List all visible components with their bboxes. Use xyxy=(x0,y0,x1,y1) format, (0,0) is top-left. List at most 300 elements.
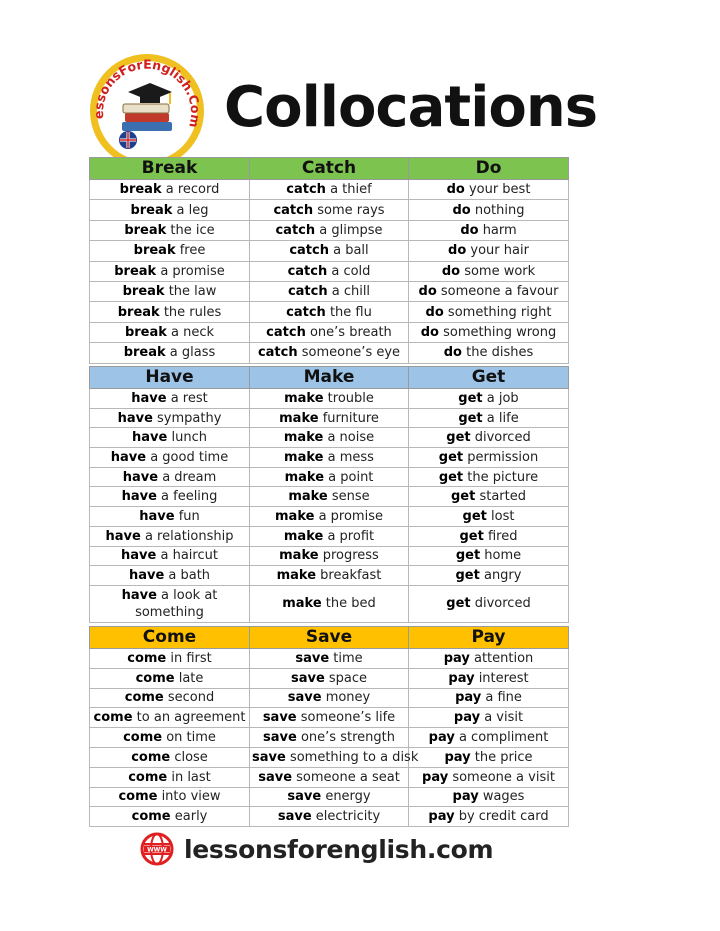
collocation-phrase: the price xyxy=(470,749,533,765)
logo-badge xyxy=(88,52,206,170)
table-cell xyxy=(409,747,569,767)
table-cell xyxy=(250,507,409,527)
collocation-verb: make xyxy=(284,390,324,406)
table-cell xyxy=(90,526,250,546)
collocation-phrase: free xyxy=(175,243,206,259)
collocation-verb: have xyxy=(121,489,157,505)
collocation-verb: do xyxy=(443,345,462,361)
collocation-verb: break xyxy=(130,202,173,218)
table-row xyxy=(90,787,569,807)
collocation-phrase: the dishes xyxy=(462,345,534,361)
collocation-phrase: sympathy xyxy=(152,410,222,426)
collocation-phrase: trouble xyxy=(323,390,374,406)
collocation-phrase: a haircut xyxy=(156,548,218,564)
table-cell xyxy=(250,302,409,322)
table-row xyxy=(90,302,569,322)
collocation-phrase: the law xyxy=(164,284,217,300)
collocation-phrase: someone’s eye xyxy=(297,345,401,361)
table-cell xyxy=(90,241,250,261)
collocation-verb: come xyxy=(123,730,163,746)
collocation-verb: have xyxy=(121,587,157,603)
table-row xyxy=(90,281,569,301)
table-cell xyxy=(90,649,250,669)
collocation-verb: have xyxy=(117,410,153,426)
collocation-verb: save xyxy=(295,650,330,666)
table-row xyxy=(90,487,569,507)
column-header: Make xyxy=(250,367,409,389)
column-header: Pay xyxy=(409,627,569,649)
column-header: Do xyxy=(409,158,569,180)
table-cell xyxy=(250,241,409,261)
collocation-phrase: someone’s life xyxy=(296,710,396,726)
table-row xyxy=(90,526,569,546)
collocation-phrase: something to a disk xyxy=(285,749,419,765)
table-cell xyxy=(90,448,250,468)
collocation-verb: save xyxy=(262,710,297,726)
collocation-phrase: your hair xyxy=(466,243,529,259)
collocation-phrase: breakfast xyxy=(316,568,382,584)
collocation-phrase: a dream xyxy=(158,469,217,485)
collocation-phrase: one’s breath xyxy=(305,324,392,340)
collocation-phrase: a mess xyxy=(323,449,374,465)
collocation-phrase: a ball xyxy=(328,243,369,259)
collocation-verb: break xyxy=(133,243,176,259)
collocation-verb: get xyxy=(455,548,481,564)
collocation-verb: pay xyxy=(455,690,482,706)
collocation-verb: have xyxy=(105,528,141,544)
collocation-verb: pay xyxy=(452,789,479,805)
collocation-phrase: fired xyxy=(483,528,518,544)
collocation-phrase: a neck xyxy=(166,324,215,340)
table-cell xyxy=(409,200,569,220)
table-row xyxy=(90,747,569,767)
table-cell xyxy=(250,807,409,827)
collocation-verb: save xyxy=(252,749,286,765)
table-cell xyxy=(90,668,250,688)
column-header: Catch xyxy=(250,158,409,180)
collocation-verb: have xyxy=(122,469,159,485)
table-row xyxy=(90,389,569,409)
collocation-verb: come xyxy=(128,769,168,785)
collocation-phrase: home xyxy=(480,548,522,564)
collocation-phrase: a record xyxy=(161,182,220,198)
table-cell xyxy=(90,389,250,409)
table-cell xyxy=(250,688,409,708)
collocation-verb: get xyxy=(446,430,471,446)
collocation-verb: get xyxy=(438,449,464,465)
collocation-verb: break xyxy=(124,222,167,238)
collocation-phrase: permission xyxy=(463,449,539,465)
collocation-verb: pay xyxy=(448,670,475,686)
table-header-row xyxy=(90,627,569,649)
collocation-verb: do xyxy=(425,304,444,320)
collocation-verb: get xyxy=(450,489,476,505)
table-cell xyxy=(250,408,409,428)
table-cell xyxy=(90,546,250,566)
collocation-verb: come xyxy=(124,690,164,706)
collocation-verb: make xyxy=(288,489,328,505)
collocation-table-break-catch-do xyxy=(89,157,569,364)
collocation-phrase: someone a seat xyxy=(292,769,400,785)
collocation-verb: make xyxy=(279,410,319,426)
collocation-verb: make xyxy=(275,508,315,524)
table-cell xyxy=(409,767,569,787)
collocation-phrase: by credit card xyxy=(454,809,549,825)
table-header-row xyxy=(90,158,569,180)
table-cell xyxy=(250,585,409,622)
table-cell xyxy=(409,585,569,622)
table-cell xyxy=(409,261,569,281)
table-cell xyxy=(90,322,250,342)
column-header: Save xyxy=(250,627,409,649)
collocation-phrase: a profit xyxy=(323,528,375,544)
collocation-phrase: a job xyxy=(482,390,519,406)
collocation-verb: pay xyxy=(453,710,481,726)
collocation-verb: catch xyxy=(287,284,328,300)
collocation-phrase: a bath xyxy=(164,568,211,584)
collocation-verb: make xyxy=(283,430,324,446)
table-cell xyxy=(409,507,569,527)
collocation-verb: save xyxy=(277,809,312,825)
table-cell xyxy=(409,487,569,507)
table-cell xyxy=(250,767,409,787)
table-cell xyxy=(409,807,569,827)
collocation-phrase: a chill xyxy=(327,284,371,300)
table-cell xyxy=(90,807,250,827)
table-cell xyxy=(250,448,409,468)
collocation-phrase: energy xyxy=(321,789,371,805)
table-cell xyxy=(250,747,419,767)
collocation-phrase: progress xyxy=(318,548,379,564)
table-cell xyxy=(90,408,250,428)
table-row xyxy=(90,200,569,220)
column-header: Get xyxy=(409,367,569,389)
table-cell xyxy=(90,747,250,767)
table-row xyxy=(90,507,569,527)
collocation-verb: make xyxy=(282,596,322,612)
table-cell xyxy=(409,322,569,342)
table-cell xyxy=(250,281,409,301)
collocation-phrase: angry xyxy=(479,568,522,584)
table-row xyxy=(90,241,569,261)
table-cell xyxy=(409,408,569,428)
table-cell xyxy=(250,668,409,688)
collocation-verb: catch xyxy=(287,263,328,279)
table-cell xyxy=(250,322,409,342)
collocation-verb: make xyxy=(284,449,324,465)
collocation-phrase: lost xyxy=(486,508,515,524)
table-row xyxy=(90,546,569,566)
collocation-phrase: someone a favour xyxy=(436,284,559,300)
collocation-verb: catch xyxy=(273,202,314,218)
collocation-verb: catch xyxy=(286,182,326,198)
table-cell xyxy=(409,180,569,200)
collocation-phrase: harm xyxy=(478,222,517,238)
table-cell xyxy=(90,767,250,787)
collocation-phrase: in last xyxy=(167,769,211,785)
collocation-phrase: some work xyxy=(460,263,536,279)
collocation-phrase: some rays xyxy=(313,202,385,218)
footer-website xyxy=(140,832,493,866)
table-row xyxy=(90,261,569,281)
collocation-verb: pay xyxy=(444,749,471,765)
collocation-phrase: a relationship xyxy=(140,528,234,544)
table-row xyxy=(90,807,569,827)
collocation-phrase: one’s strength xyxy=(296,730,395,746)
collocation-verb: catch xyxy=(266,324,306,340)
collocation-verb: make xyxy=(283,528,324,544)
collocation-phrase: a compliment xyxy=(454,730,549,746)
collocation-phrase: a promise xyxy=(314,508,383,524)
collocation-verb: break xyxy=(122,284,165,300)
table-row xyxy=(90,180,569,200)
table-cell xyxy=(250,200,409,220)
table-cell xyxy=(90,281,250,301)
table-cell xyxy=(409,649,569,669)
table-cell xyxy=(409,728,569,748)
collocation-phrase: a leg xyxy=(172,202,209,218)
collocation-phrase: attention xyxy=(469,650,534,666)
site-logo xyxy=(88,52,206,170)
table-cell xyxy=(250,787,409,807)
collocation-verb: have xyxy=(110,449,147,465)
collocation-verb: come xyxy=(127,650,167,666)
collocation-phrase: to an agreement xyxy=(132,710,246,726)
table-cell xyxy=(90,302,250,322)
collocation-phrase: a glimpse xyxy=(315,222,383,238)
collocation-table-have-make-get xyxy=(89,366,569,623)
table-cell xyxy=(250,467,409,487)
table-cell xyxy=(90,585,250,622)
collocation-phrase: a glass xyxy=(165,345,216,361)
collocation-verb: get xyxy=(446,596,471,612)
collocation-phrase: something right xyxy=(443,304,552,320)
collocation-phrase: wages xyxy=(478,789,525,805)
collocation-verb: come xyxy=(118,789,158,805)
collocation-phrase: something wrong xyxy=(439,324,557,340)
collocation-verb: do xyxy=(446,182,465,198)
collocation-verb: get xyxy=(458,410,483,426)
collocation-phrase: on time xyxy=(162,730,216,746)
collocation-verb: do xyxy=(441,263,461,279)
table-cell xyxy=(250,180,409,200)
www-globe-icon xyxy=(140,832,174,866)
collocation-verb: break xyxy=(117,304,160,320)
table-cell xyxy=(250,220,409,240)
page-title: Collocations xyxy=(224,75,598,140)
collocation-verb: pay xyxy=(422,769,449,785)
table-cell xyxy=(250,708,409,728)
collocation-phrase: started xyxy=(475,489,526,505)
column-header: Come xyxy=(90,627,250,649)
table-cell xyxy=(250,728,409,748)
table-cell xyxy=(250,487,409,507)
table-row xyxy=(90,728,569,748)
collocation-phrase: electricity xyxy=(311,809,381,825)
table-row xyxy=(90,566,569,586)
table-cell xyxy=(409,343,569,363)
table-row xyxy=(90,322,569,342)
table-cell xyxy=(409,688,569,708)
collocation-verb: come xyxy=(135,670,175,686)
collocation-phrase: money xyxy=(321,690,371,706)
logo-text: essonsForEnglish.Com xyxy=(90,56,204,129)
collocation-verb: pay xyxy=(428,809,455,825)
collocation-phrase: lunch xyxy=(167,430,207,446)
table-header-row xyxy=(90,367,569,389)
table-cell xyxy=(90,688,250,708)
collocation-verb: come xyxy=(93,710,133,726)
column-header: Break xyxy=(90,158,250,180)
collocation-verb: break xyxy=(124,324,167,340)
collocation-phrase: second xyxy=(163,690,215,706)
collocation-phrase: interest xyxy=(474,670,529,686)
table-cell xyxy=(90,728,250,748)
collocation-verb: save xyxy=(290,670,325,686)
svg-text:WWW: WWW xyxy=(147,846,167,854)
collocation-phrase: a good time xyxy=(146,449,229,465)
table-cell xyxy=(90,566,250,586)
collocation-verb: get xyxy=(462,508,487,524)
collocation-verb: have xyxy=(128,568,165,584)
table-cell xyxy=(90,180,250,200)
table-cell xyxy=(90,487,250,507)
collocation-verb: do xyxy=(448,243,467,259)
collocation-verb: catch xyxy=(289,243,329,259)
table-row xyxy=(90,668,569,688)
collocation-verb: catch xyxy=(275,222,316,238)
collocation-verb: catch xyxy=(257,345,298,361)
collocation-verb: get xyxy=(459,528,484,544)
table-cell xyxy=(90,507,250,527)
table-row xyxy=(90,688,569,708)
collocation-verb: do xyxy=(452,202,471,218)
collocation-phrase: late xyxy=(174,670,204,686)
table-row xyxy=(90,708,569,728)
collocation-phrase: close xyxy=(170,749,208,765)
table-row xyxy=(90,767,569,787)
collocation-verb: have xyxy=(131,390,167,406)
collocation-phrase: the picture xyxy=(463,469,539,485)
table-row xyxy=(90,467,569,487)
table-cell xyxy=(90,261,250,281)
table-cell xyxy=(409,566,569,586)
table-cell xyxy=(90,428,250,448)
collocation-verb: break xyxy=(119,182,162,198)
collocation-verb: have xyxy=(139,508,175,524)
collocation-phrase: your best xyxy=(464,182,531,198)
table-cell xyxy=(409,428,569,448)
collocation-table-come-save-pay xyxy=(89,626,569,827)
table-row xyxy=(90,220,569,240)
table-cell xyxy=(250,649,409,669)
table-cell xyxy=(409,241,569,261)
collocation-verb: pay xyxy=(443,650,470,666)
table-cell xyxy=(90,467,250,487)
collocation-verb: get xyxy=(455,568,480,584)
table-cell xyxy=(409,302,569,322)
collocation-phrase: a look at something xyxy=(135,587,218,620)
collocation-phrase: a rest xyxy=(166,390,208,406)
collocation-verb: get xyxy=(438,469,464,485)
collocation-verb: have xyxy=(132,430,168,446)
table-cell xyxy=(250,261,409,281)
collocation-phrase: divorced xyxy=(470,596,531,612)
table-cell xyxy=(409,708,569,728)
collocation-verb: get xyxy=(458,390,483,406)
collocation-phrase: space xyxy=(324,670,368,686)
collocation-verb: do xyxy=(418,284,437,300)
collocation-verb: save xyxy=(287,690,322,706)
collocation-verb: save xyxy=(263,730,297,746)
table-cell xyxy=(409,467,569,487)
collocation-phrase: time xyxy=(329,650,363,666)
collocation-phrase: the bed xyxy=(321,596,376,612)
table-cell xyxy=(250,546,409,566)
table-cell xyxy=(250,343,409,363)
collocation-verb: do xyxy=(460,222,479,238)
table-cell xyxy=(409,389,569,409)
collocation-verb: pay xyxy=(428,730,455,746)
table-row xyxy=(90,428,569,448)
collocation-phrase: a fine xyxy=(481,690,522,706)
collocation-verb: make xyxy=(279,548,319,564)
collocation-verb: make xyxy=(276,568,317,584)
collocation-phrase: a thief xyxy=(325,182,372,198)
collocation-phrase: someone a visit xyxy=(448,769,555,785)
table-cell xyxy=(409,787,569,807)
table-cell xyxy=(90,708,250,728)
collocation-phrase: divorced xyxy=(470,430,531,446)
table-cell xyxy=(409,668,569,688)
collocation-phrase: sense xyxy=(327,489,370,505)
table-cell xyxy=(409,281,569,301)
table-cell xyxy=(409,526,569,546)
table-row xyxy=(90,408,569,428)
collocation-phrase: furniture xyxy=(318,410,379,426)
table-row xyxy=(90,343,569,363)
collocation-phrase: a feeling xyxy=(156,489,218,505)
collocation-phrase: the rules xyxy=(159,304,222,320)
collocation-verb: make xyxy=(284,469,325,485)
collocation-phrase: in first xyxy=(166,650,212,666)
collocation-verb: save xyxy=(258,769,293,785)
table-cell xyxy=(250,566,409,586)
table-row xyxy=(90,585,569,622)
collocation-verb: come xyxy=(131,749,171,765)
table-cell xyxy=(90,200,250,220)
collocation-phrase: a cold xyxy=(327,263,371,279)
table-row xyxy=(90,448,569,468)
website-url: lessonsforenglish.com xyxy=(184,834,494,864)
collocation-phrase: a point xyxy=(324,469,374,485)
collocation-verb: catch xyxy=(286,304,326,320)
collocation-phrase: nothing xyxy=(470,202,525,218)
table-cell xyxy=(90,787,250,807)
collocation-verb: have xyxy=(121,548,157,564)
collocation-phrase: into view xyxy=(157,789,221,805)
table-cell xyxy=(409,220,569,240)
table-cell xyxy=(90,343,250,363)
collocation-phrase: fun xyxy=(174,508,200,524)
collocation-phrase: a life xyxy=(482,410,519,426)
collocation-verb: break xyxy=(114,263,157,279)
collocation-phrase: a visit xyxy=(480,710,524,726)
collocation-verb: come xyxy=(131,809,171,825)
table-cell xyxy=(250,428,409,448)
collocation-verb: do xyxy=(420,324,439,340)
collocation-phrase: early xyxy=(170,809,208,825)
